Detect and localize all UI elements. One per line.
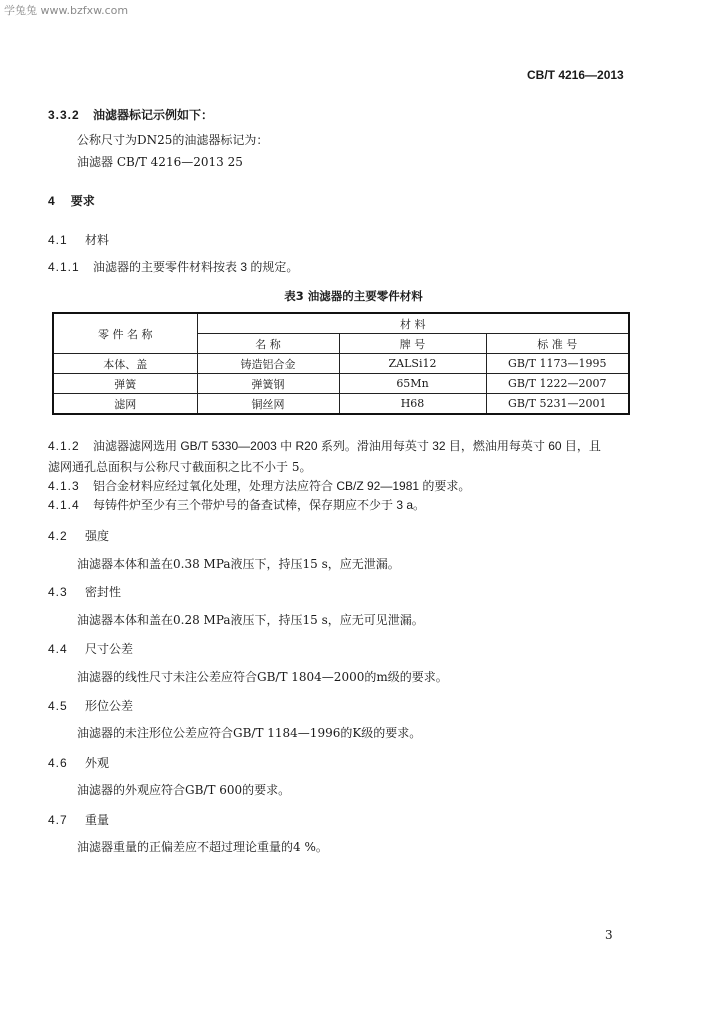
section-number: 4.2 — [48, 529, 68, 543]
section-4-1-3 — [48, 477, 470, 494]
section-title: 油滤器标记示例如下： — [93, 108, 214, 122]
section-text: 油滤器滤网选用 GB/T 5330—2003 中 R20 系列。滑油用每英寸 32 目，燃油用每英寸 60 目，且 — [93, 439, 601, 453]
section-text: 油滤器重量的正偏差应不超过理论重量的4 %。 — [77, 840, 328, 854]
section-number: 4.1.4 — [48, 498, 80, 512]
table-cell: 65Mn — [339, 374, 486, 394]
section-4-1-2 — [48, 437, 601, 454]
section-title: 重量 — [85, 813, 110, 827]
section-text: 铝合金材料应经过氧化处理，处理方法应符合 CB/Z 92—1981 的要求。 — [93, 479, 471, 493]
header-material: 材 料 — [197, 313, 629, 334]
section-4-1-4 — [48, 496, 425, 513]
section-title: 形位公差 — [85, 699, 134, 713]
table-row — [53, 374, 629, 394]
subheader-grade: 牌 号 — [339, 334, 486, 354]
table-cell: ZALSi12 — [339, 354, 486, 374]
section-number: 3.3.2 — [48, 108, 80, 122]
section-number: 4.4 — [48, 642, 68, 656]
section-number: 4.1.2 — [48, 439, 80, 453]
materials-table — [52, 312, 630, 415]
section-title: 强度 — [85, 529, 110, 543]
table-cell: GB/T 5231—2001 — [486, 394, 629, 415]
section-number: 4.5 — [48, 699, 68, 713]
section-4-heading — [48, 192, 95, 209]
section-title: 密封性 — [85, 585, 122, 599]
section-text: 油滤器本体和盖在0.28 MPa液压下，持压15 s，应无可见泄漏。 — [77, 613, 424, 627]
table-cell: 铜丝网 — [197, 394, 339, 415]
section-text: 油滤器的主要零件材料按表 3 的规定。 — [93, 260, 299, 274]
header-part-name: 零 件 名 称 — [53, 313, 197, 354]
section-title: 要求 — [70, 194, 95, 208]
subheader-standard: 标 准 号 — [486, 334, 629, 354]
paragraph-line: 油滤器 CB/T 4216—2013 25 — [77, 155, 243, 169]
table-caption: 表3 油滤器的主要零件材料 — [284, 289, 423, 303]
table-row — [53, 354, 629, 374]
table-cell: 本体、盖 — [53, 354, 197, 374]
paragraph-line: 公称尺寸为DN25的油滤器标记为： — [77, 133, 269, 147]
table-cell: H68 — [339, 394, 486, 415]
section-text: 油滤器的未注形位公差应符合GB/T 1184—1996的K级的要求。 — [77, 726, 422, 740]
paragraph-line: 滤网通孔总面积与公称尺寸截面积之比不小于 5。 — [48, 460, 312, 474]
table-cell: 弹簧钢 — [197, 374, 339, 394]
section-text: 油滤器本体和盖在0.38 MPa液压下，持压15 s，应无泄漏。 — [77, 557, 400, 571]
section-number: 4.1.1 — [48, 260, 80, 274]
watermark-text: 学兔兔 www.bzfxw.com — [4, 4, 129, 17]
table-cell: 滤网 — [53, 394, 197, 415]
section-4-1-heading — [48, 231, 109, 248]
section-4-6-heading — [48, 754, 109, 771]
section-4-7-heading — [48, 811, 109, 828]
subheader-name: 名 称 — [197, 334, 339, 354]
section-4-4-heading — [48, 640, 133, 657]
section-text: 油滤器的线性尺寸未注公差应符合GB/T 1804—2000的m级的要求。 — [77, 670, 448, 684]
section-title: 尺寸公差 — [85, 642, 134, 656]
table-row — [53, 394, 629, 415]
section-text: 油滤器的外观应符合GB/T 600的要求。 — [77, 783, 291, 797]
section-title: 材料 — [85, 233, 110, 247]
section-4-2-heading — [48, 527, 109, 544]
table-cell: 铸造铝合金 — [197, 354, 339, 374]
section-number: 4.1 — [48, 233, 68, 247]
page-number: 3 — [605, 928, 613, 942]
standard-code: CB/T 4216—2013 — [527, 68, 624, 82]
section-3-3-2-heading — [48, 106, 213, 123]
section-number: 4.1.3 — [48, 479, 80, 493]
section-title: 外观 — [85, 756, 110, 770]
section-4-5-heading — [48, 697, 133, 714]
table-cell: GB/T 1173—1995 — [486, 354, 629, 374]
section-text: 每铸件炉至少有三个带炉号的备查试棒，保存期应不少于 3 a。 — [93, 498, 426, 512]
section-number: 4.7 — [48, 813, 68, 827]
section-number: 4 — [48, 194, 55, 208]
table-cell: 弹簧 — [53, 374, 197, 394]
section-4-1-1 — [48, 258, 298, 275]
section-4-3-heading — [48, 583, 121, 600]
section-number: 4.3 — [48, 585, 68, 599]
table-header-row — [53, 313, 629, 334]
section-number: 4.6 — [48, 756, 68, 770]
table-cell: GB/T 1222—2007 — [486, 374, 629, 394]
